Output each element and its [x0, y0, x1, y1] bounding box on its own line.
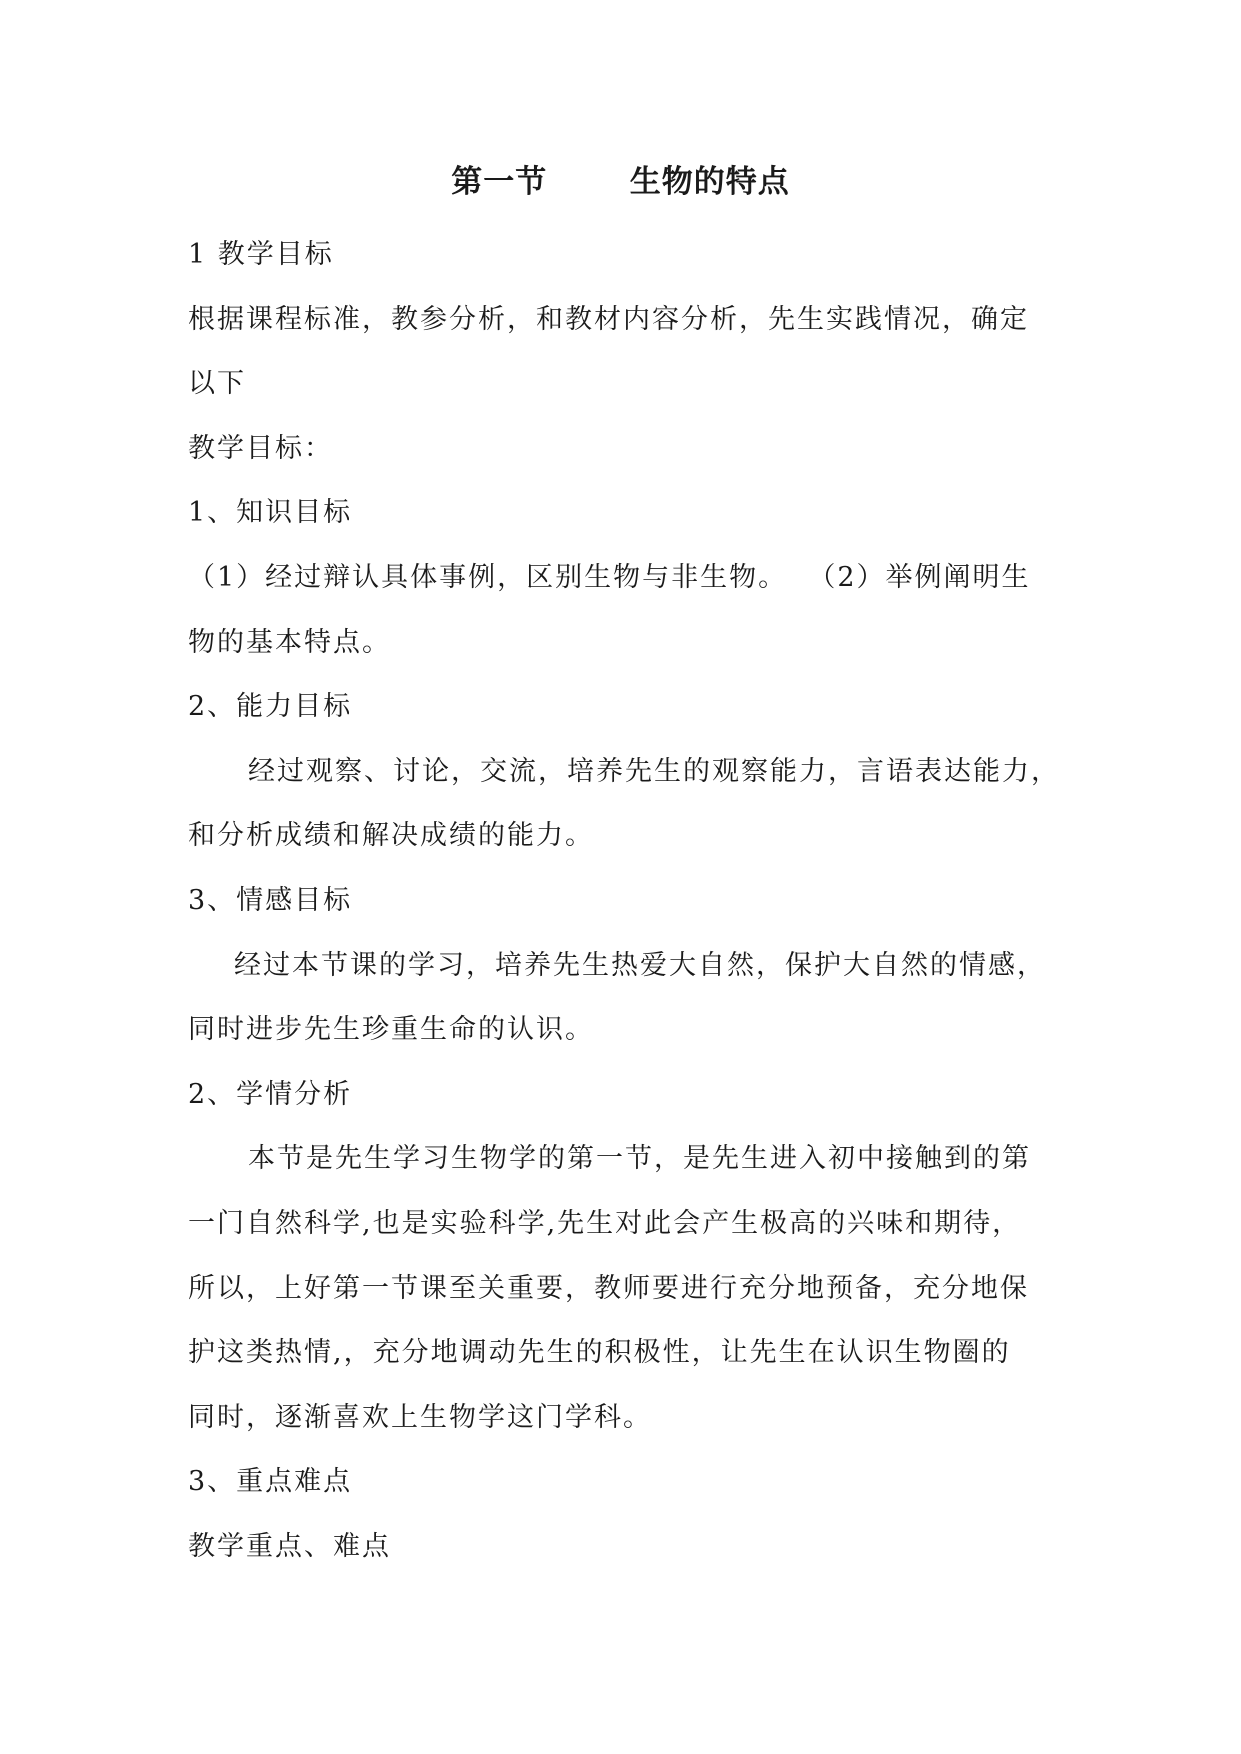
paragraph-line: 经过观察、讨论，交流，培养先生的观察能力，言语表达能力，	[248, 755, 1060, 787]
paragraph-line: （1）经过辩认具体事例，区别生物与非生物。 （2）举例阐明生	[188, 561, 1031, 593]
subheading-knowledge-objectives: 1、知识目标	[188, 497, 353, 529]
paragraph-line: 以下	[188, 368, 246, 400]
paragraph-line: 根据课程标准，教参分析，和教材内容分析，先生实践情况，确定	[188, 303, 1029, 335]
paragraph-line: 和分析成绩和解决成绩的能力。	[188, 820, 594, 852]
paragraph-line: 经过本节课的学习，培养先生热爱大自然，保护大自然的情感，	[234, 949, 1046, 981]
section-heading-key-difficulties: 3、重点难点	[188, 1466, 353, 1498]
document-body	[188, 223, 1088, 1579]
section-heading-learning-analysis: 2、学情分析	[188, 1078, 353, 1110]
paragraph-line: 教学重点、难点	[188, 1530, 391, 1562]
paragraph-line: 一门自然科学,也是实验科学,先生对此会产生极高的兴味和期待，	[188, 1207, 1022, 1239]
paragraph-line: 护这类热情,，充分地调动先生的积极性，让先生在认识生物圈的	[188, 1337, 1011, 1369]
subheading-emotional-objectives: 3、情感目标	[188, 884, 353, 916]
paragraph-line: 教学目标：	[188, 432, 333, 464]
paragraph-line: 物的基本特点。	[188, 626, 391, 658]
paragraph-line: 同时进步先生珍重生命的认识。	[188, 1014, 594, 1046]
paragraph-line: 所以，上好第一节课至关重要，教师要进行充分地预备，充分地保	[188, 1272, 1029, 1304]
document-title: 第一节 生物的特点	[451, 164, 790, 200]
paragraph-line: 同时，逐渐喜欢上生物学这门学科。	[188, 1401, 652, 1433]
section-heading-teaching-objectives: 1 教学目标	[188, 239, 334, 270]
paragraph-line: 本节是先生学习生物学的第一节，是先生进入初中接触到的第	[248, 1143, 1031, 1175]
subheading-ability-objectives: 2、能力目标	[188, 691, 353, 723]
